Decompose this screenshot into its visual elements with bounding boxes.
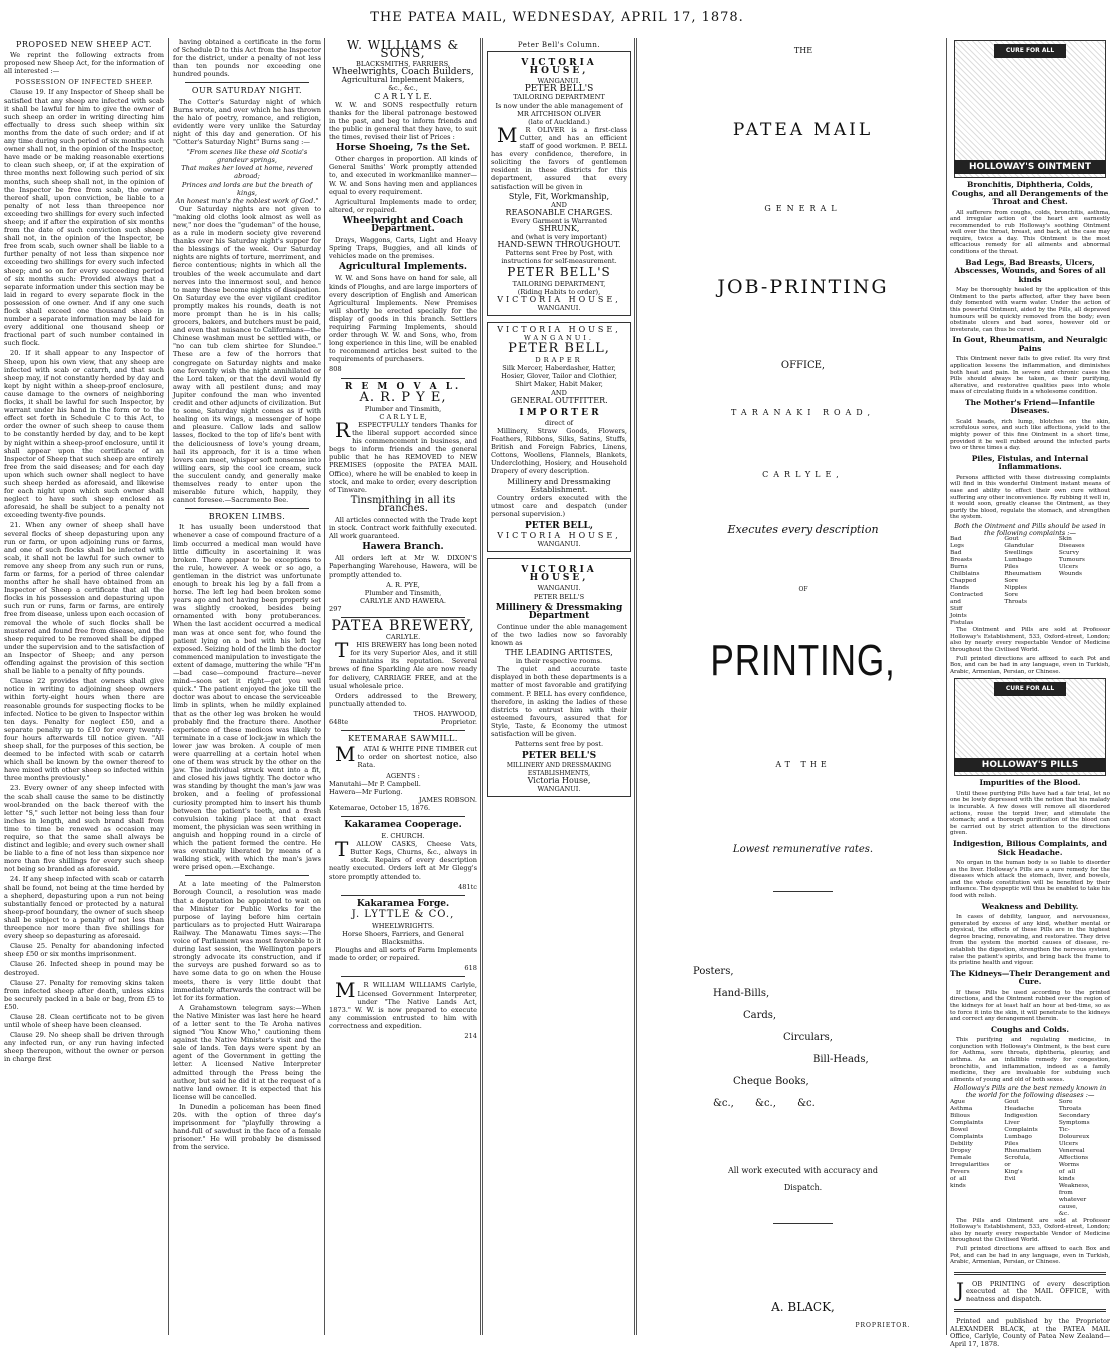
ad-title: A. R. P Y E, [359, 389, 447, 405]
ad-number: 214 [464, 1032, 477, 1041]
ad-heading: Wheelwright and Coach Department. [342, 215, 464, 234]
ad-number: 808 [329, 365, 342, 374]
ad-line: Patterns sent Free by Post, with instructions for self-measurement. [501, 249, 617, 266]
poem-line: An honest man's the noblest work of God." [175, 196, 319, 205]
list-item: Ague [950, 1098, 966, 1105]
ad-title: PETER BELL'S [507, 265, 611, 280]
ad-heading: PETER BELL'S [521, 751, 597, 762]
article-title: BROKEN LIMBS. [208, 512, 286, 522]
divider [185, 875, 309, 876]
paragraph: Clause 25. Penalty for abandoning infected sheep £50 or six months imprisonment. [4, 942, 164, 959]
paragraph: Scald heads, rich lump, blotches on the skin, scrofulous sores, and such like affections, yield to the mighty power of this fine Ointment in a short time, provided it be well rubbed around the infected parts two or three times a day. [950, 418, 1110, 452]
ad-line: HAND-SEWN THROUGHOUT. [497, 240, 621, 250]
poem-line: Princes and lords are but the breath of kings, [181, 180, 313, 197]
list-column [1004, 536, 1055, 627]
ad-line: Millinery and Dressmaking Establishment. [507, 476, 611, 494]
ad-title: VICTORIA HOUSE, [497, 324, 621, 334]
ad-line: AND [551, 200, 567, 209]
paragraph: The Ointment and Pills are sold at Professor Holloway's Establishment, 533, Oxford-street, London; also by nearly every respectable Vendor of Medicine throughout the Civilised World. [950, 627, 1110, 653]
list-item: Rheumatism [1004, 571, 1042, 578]
ad-heading: Bad Legs, Bad Breasts, Ulcers, Abscesses, Wounds, and Sores of all kinds [954, 257, 1106, 284]
ad-heading: Tinsmithing in all its branches. [350, 494, 456, 514]
ad-line: WHEELWRIGHTS. [371, 921, 435, 930]
list-item: Lumbago [1004, 557, 1032, 564]
section-heading: POSSESSION OF INFECTED SHEEP. [15, 78, 153, 87]
job-printing-ad [663, 38, 943, 1337]
divider [341, 816, 465, 817]
ointment-illustration [954, 40, 1106, 178]
ad-line: PROPRIETOR. [855, 1322, 911, 1329]
list-item: Rheumatism [1004, 1147, 1042, 1154]
list-item: Glandular Swellings [1004, 543, 1034, 557]
list-item: Secondary Symptoms [1058, 1112, 1090, 1126]
list-item: Cheque Books, [733, 1076, 809, 1087]
list-item: Burns [950, 564, 968, 571]
paragraph: Full printed directions are affixed to each Pot and Box, and can be had in any language, even in Turkish, Arabic, Armenian, Persian, or Chinese. [950, 655, 1110, 675]
list-item: Female Irregularities [950, 1154, 990, 1168]
ad-line: THE LEADING ARTISTES, [505, 648, 613, 658]
ad-line: C A R L Y L E, [379, 412, 427, 421]
ad-line: OFFICE, [780, 360, 826, 371]
ad-line: and (what is very important) [511, 233, 607, 242]
ad-number: 618 [464, 964, 477, 973]
ad-line: SHRUNK, [538, 223, 580, 233]
ad-title: Kakaramea Cooperage. [344, 819, 462, 830]
paragraph: Clause 22 provides that owners shall give notice in writing to adjoining sheep owners within forty-eight hours when there are reasonable grounds for suspecting flocks to be infected. Notice to be given to Inspector within ten days. Penalty for neglect £50, and a separate penalty up to £10 for every twenty-four hours afterwards till notice given. "All sheep shall, for the purposes of this section, be deemed to be infected with scab or catarrh which shall be known by the owner thereof to have mixed with other sheep so infected within three months previously." [4, 677, 164, 783]
masthead: THE PATEA MAIL, WEDNESDAY, APRIL 17, 1878. [370, 10, 744, 25]
paragraph: MATAI & WHITE PINE TIMBER cut to order on shortest notice, also Rata. [335, 742, 477, 770]
list-item: Contracted and Stiff Joints [950, 592, 983, 620]
paragraph: In cases of debility, languor, and nervousness, generated by excess of any kind, whether mental or physical, the effects of these Pills are in the highest degree bracing, renovating, and restorative. They drive from the system the morbid causes of disease, re-establish the digestion, strengthen the nervous system, raise the patient's spirits, and bring back the frame to its pristine health and vigour. [950, 914, 1110, 967]
ad-heading: Indigestion, Bilious Complaints, and Sick Headache. [952, 839, 1108, 857]
ad-number: 648te [329, 718, 349, 727]
list-item: Fevers of all kinds [950, 1168, 970, 1189]
paragraph: May be thoroughly healed by the application of this Ointment to the parts affected, after they have been duly fomented with warm water. Under the action of this powerful Ointment, aided by the Pills, all depraved humours will be quickly removed from the body; even obstinate ulcers and bad sores, however old or inveterate, can thus be cured. [950, 287, 1110, 333]
ad-heading: Impurities of the Blood. [979, 778, 1081, 788]
ad-heading: Weakness and Debility. [981, 901, 1079, 911]
ad-title: PRINTING, [710, 636, 896, 685]
ad-line: TAILORING DEPARTMENT, [512, 279, 606, 288]
list-item: Piles [1004, 564, 1019, 571]
list-item: Tumours [1058, 557, 1085, 564]
ad-line: AT THE [775, 760, 831, 769]
list-item: Debility [950, 1140, 973, 1147]
ad-heading: Agricultural Implements. [338, 262, 468, 273]
paragraph: Continue under the able management of the two ladies now so favorably known as [491, 622, 627, 647]
paragraph: Other charges in proportion. All kinds of General Smiths' Work promptly attended to, and executed in workmanlike manner—W. W. and Sons having men and appliances equal to every requirement. [329, 155, 477, 196]
ad-line: JAMES ROBSON. [418, 795, 477, 804]
list-item: Scrofula, or King's Evil [1004, 1154, 1031, 1182]
paragraph: Ploughs and all sorts of Farm Implements made to order, or repaired. [329, 946, 477, 963]
divider [954, 1309, 1106, 1312]
ad-line: WANGANUI. [537, 785, 581, 794]
ad-line: WANGANUI. [537, 77, 581, 86]
ad-heading: Bronchitis, Diphtheria, Colds, Coughs, and all Derangements of the Throat and Chest. [951, 180, 1109, 206]
list-item: Headache [1004, 1105, 1034, 1112]
paragraph: TALLOW CASKS, Cheese Vats, Butter Kegs, Churns, &c., always in stock. Repairs of every description neatly executed. Orders left at Mr Glegg's store promptly attended to. [329, 837, 477, 881]
ad-heading: Horse Shoeing, 7s the Set. [335, 143, 470, 154]
poem-line: "From scenes like these old Scotia's grandeur springs, [186, 148, 308, 165]
ad-title: JOB-PRINTING [717, 276, 889, 298]
ad-line: VICTORIA HOUSE, [497, 531, 621, 541]
ad-title: W. WILLIAMS & SONS, [346, 38, 460, 61]
column-header: Peter Bell's Column. [517, 41, 601, 49]
paragraph: Persons afflicted with these distressing complaints will find in this wonderful Ointment instant means of ease and ability to effect their own cure without suffering any other inconvenience. By rubbing it well in, it would soon, greatly cleanse the Ointment, as they purify the blood, regulate the stomach, and strengthen the system. [950, 474, 1110, 521]
paragraph: Until these purifying Pills have had a fair trial, let no one be lowly depressed with the notion that his malady is incurable. A few doses will remove all disordered actions, rouse the torpid liver, and stimulate the stomach; and a thorough purification of the blood can be carried out by strict attention to the directions given. [950, 790, 1110, 837]
list-item: Skin Diseases [1058, 536, 1085, 550]
cure-banner: CURE FOR ALL [994, 44, 1066, 58]
paragraph: 23. Every owner of any sheep infected with the scab shall cause the same to be distinctly wool-branded on the back thereof with the letter "S," such letter not being less than four inches in length, and such brand shall from time to time be renewed as occasion may require, so that the same shall always be distinct and legible; and every such owner shall be liable to a fine of not less than sixpence nor more than five shillings for every such sheep not being so branded as aforesaid. [4, 784, 164, 874]
list-column [950, 536, 1001, 627]
article-title: OUR SATURDAY NIGHT. [191, 86, 303, 96]
paragraph: Agricultural Implements made to order, altered, or repaired. [329, 197, 477, 214]
ad-line: OF [798, 586, 808, 593]
complaint-list [950, 536, 1110, 627]
list-item: Dropsy [950, 1147, 971, 1154]
ad-line: (Riding Habits to order), [517, 287, 601, 296]
paragraph: MR OLIVER is a first-class Cutter, and has an efficient staff of good workmen. P. BELL has every confidence, therefore, in soliciting the favors of gentlemen resident in these districts for this department, assured that every satisfaction will be given in [491, 122, 627, 191]
ad-line: Agricultural Implement Makers, [341, 75, 465, 85]
ad-line: Both the Ointment and Pills should be used in the following complaints :— [954, 522, 1106, 537]
paragraph: having obtained a certificate in the form of Schedule D to this Act from the Inspector for the district, under a penalty of not less than ten pounds nor exceeding one hundred pounds. [173, 38, 321, 79]
ad-heading: Coughs and Colds. [990, 1024, 1070, 1034]
list-item: Gout [1004, 1098, 1019, 1105]
paragraph: RESPECTFULLY tenders Thanks for the liberal support accorded since his commencement in business, and begs to inform friends and the general public that he has REMOVED to NEW PREMISES (opposite the PATEA MAIL Office), where he will be enabled to keep in stock, and make to order, every description of Tinware. [329, 417, 477, 494]
divider [185, 82, 309, 83]
list-item: Bad Legs [950, 536, 964, 550]
ad-box [487, 558, 631, 797]
divider [773, 1223, 833, 1224]
ad-line: Holloway's Pills are the best remedy known in the world for the following diseases :— [953, 1084, 1107, 1100]
ad-line: GENERAL OUTFITTER. [510, 395, 608, 405]
ad-line: Is now under the able management of [495, 101, 623, 110]
paragraph: No organ in the human body is so liable to disorder as the liver. Holloway's Pills are a sure remedy for the diseases which attack the stomach, liver, and bowels, and the whole constitution will be benefited by their influence. The dyspeptic will thus be enabled to take his food with relish. [950, 860, 1110, 899]
paragraph: Country orders executed with the utmost care and despatch (under personal supervision.) [491, 493, 627, 518]
ad-heading: Millinery & Dressmaking Department [495, 602, 623, 621]
ad-line: GENERAL [764, 204, 842, 213]
ad-line: Patterns sent free by post. [514, 740, 604, 749]
list-item: Tic-Doloureux [1058, 1126, 1090, 1140]
list-item: Bilious Complaints [950, 1112, 984, 1126]
divider [341, 378, 465, 379]
list-item: Liver Complaints [1004, 1119, 1038, 1133]
paragraph: At a late meeting of the Palmerston Borough Council, a resolution was made that a deputation be appointed to wait on the Minister for Public Works for the purpose of laying before him certain particulars as to projected Hutt Wairarapa Railway. The Manawatu Times says:—The voice of Parliament was most favorable to it during last session, the Wellington papers strongly advocate its construction, and if the surveys are pushed forward so as to have some data to go on when the House meets, there is very little doubt that immediately afterwards the contract will be let for its formation. [173, 880, 321, 1002]
paragraph: All sufferers from coughs, colds, bronchitis, asthma, and irregular action of the heart are earnestly recommended to rub Holloway's soothing Ointment well over the throat, breast, and back, at the case may require, twice a day. This Ointment is the most efficacious remedy for all ailments and abnormal conditions of the throat. [950, 209, 1110, 256]
ad-heading: The Mother's Friend—Infantile Diseases. [965, 397, 1095, 416]
paragraph: Clause 29. No sheep shall be driven through any infected run, or any run having infected sheep thereupon, without the owner or person in charge first [4, 1031, 164, 1064]
paragraph: It has usually been understood that whenever a case of compound fracture of a limb occurred a medical man would have little difficulty in ascertaining it was broken. There appear to be exceptions to the rule, however. A week or so ago, a gentleman in the district was unfortunate enough to break his leg by a fall from a horse. The left leg had been broken some years ago and not having been properly set was slightly crooked, besides being ornamented with bony protuberances. When the last accident occurred a medical man was at once sent for, who found the patient lying on a bed with his left leg exposed. Seizing hold of the limb the doctor commenced manipulation to investigate the extent of damage, muttering the while "H'm—bad case—compound fracture—never mind—soon set it right—get you well quick." The patient enjoyed the joke till the doctor was about to encase the serviceable limb in splints, when he mildly explained that as the other leg was broken he would probably find the fracture there. Another experience of these medicos was likely to terminate in a case of lock-jaw in which the lower jaw was broken. A couple of men were quarrelling at a certain hotel when one of them was struck by the other on the jaw. The individual struck went into a fit, and closed his jaws tightly. The doctor who was standing by thought the man's jaw was broken, and a feeling of professional curiosity prompted him to insert his thumb between the patient's teeth, and a fresh convulsion taking place at that exact moment, the physician was seen writhing in anguish and hopping round in a circle of which the patient formed the centre. He was eventually liberated by means of a walking stick, with which the man's jaws were prised open.—Exchange. [173, 523, 321, 872]
ad-heading: Piles, Fistulas, and Internal Inflammations. [971, 453, 1089, 472]
list-item: Asthma [950, 1105, 973, 1112]
ad-line: MILLINERY AND DRESSMAKING ESTABLISHMENTS, [506, 762, 612, 777]
paragraph: In Dunedin a policeman has been fined 20s. with the option of three day's imprisonment for "playfully throwing a hand-full of sawdust in the face of a female prisoner." He will probably be dismissed from the service. [173, 1102, 321, 1152]
ad-line: WANGANUI. [537, 303, 581, 312]
pills-illustration [954, 678, 1106, 776]
engraving-image [954, 40, 1106, 178]
ad-line: A. R. PYE, [386, 580, 420, 589]
ad-line: AND [551, 388, 567, 397]
ad-line: in their respective rooms. [515, 657, 603, 666]
list-item: Sore Nipples [1004, 578, 1028, 592]
paragraph: We reprint the following extracts from proposed new Sheep Act, for the information of all interested :— [4, 51, 164, 76]
paragraph: 20. If it shall appear to any Inspector of Sheep, upon his own view, that any sheep are infected with scab or catarrh, and that such sheep may, if not constantly herded by day and kept by night within a sheep-proof enclosure, cause damage to the owners of neighboring flocks, it shall be lawful for such Inspector, by warrant under his hand in the form or to the effect set forth in Schedule C to this Act, to order the owner of such sheep to cause them to be constantly herded by day, and to be kept by night within a sheep-proof enclosure, until it shall appear upon the certificate of an Inspector of Sheep that such sheep are entirely free from the said diseases; and for each day upon which such owner shall neglect to have such sheep herded as aforesaid, and likewise for each night upon which such owner shall neglect to have such sheep enclosed as aforesaid, he shall be subject to a penalty not exceeding twenty-five pounds. [4, 349, 164, 520]
ad-line: WANGANUI. [523, 334, 595, 342]
column-rule [946, 38, 947, 1335]
paragraph: If these Pills be used according to the printed directions, and the Ointment rubbed over the region of the kidneys for at least half an hour at bed-time, so as to force it into the skin, it will penetrate to the kidneys and correct any derangement therein. [950, 989, 1110, 1023]
list-item: Scurvy [1058, 550, 1080, 557]
ad-line: CARLYLE AND HAWERA. [360, 596, 446, 605]
paragraph: Orders addressed to the Brewery, punctually attended to. [329, 691, 477, 708]
column-rule [480, 38, 481, 1335]
ad-line: Executes every description [727, 523, 879, 536]
imprint: Printed and published by the Proprietor ALEXANDER BLACK, at the PATEA MAIL Office, Carlyle, County of Patea New Zealand—April 17, 1878. [950, 1317, 1110, 1348]
paragraph: Millinery, Straw Goods, Flowers, Feathers, Ribbons, Silks, Satins, Stuffs, British and Foreign Fabrics, Linens, Cottons, Woollens, Flannels, Blankets, Underclothing, Hosiery, and Household Drapery of every description. [491, 426, 627, 476]
list-column [950, 1099, 1001, 1218]
ad-line: BLACKSMITHS, FARRIERS, [356, 60, 450, 69]
column-rule [636, 38, 637, 1335]
list-column [1059, 536, 1110, 627]
list-item: Bill-Heads, [813, 1054, 869, 1065]
ad-line: Plumber and Tinsmith, [364, 404, 442, 413]
paragraph: THIS BREWERY has long been noted for its very Superior Ales, and it still maintains its reputation. Several brews of fine Sparkling Ale are now ready for delivery, CARRIAGE FREE, and at the usual wholesale price. [329, 638, 477, 690]
ad-heading: I M P O R T E R [519, 407, 599, 418]
cure-banner: CURE FOR ALL [994, 682, 1066, 696]
paragraph: The Pills and Ointment are sold at Professor Holloway's Establishment, 533, Oxford-street, London; also by nearly every respectable Vendor of Medicine throughout the Civilised World. [950, 1217, 1110, 1244]
list-item: Chilblains [950, 571, 980, 578]
ad-line: Shirt Maker, Habit Maker, [515, 380, 603, 389]
ad-line: Silk Mercer, Haberdasher, Hatter, Hosier, Glover, Tailor and Clothier, [501, 364, 617, 381]
poem-line: That makes her loved at home, revered abroad; [181, 164, 313, 181]
article-title: PROPOSED NEW SHEEP ACT. [16, 40, 152, 49]
ad-line: C A R L Y L E. [374, 91, 432, 101]
paragraph: W. W. and SONS respectfully return thanks for the liberal patronage bestowed in the past, and beg to inform friends and the public in general that they have, to suit the times, revised their list of Prices : [329, 100, 477, 142]
ad-title: KETEMARAE SAWMILL. [348, 734, 458, 744]
paragraph: MR WILLIAM WILLIAMS Carlyle, Licensed Government Interpreter, under "The Native Lands Act, 1873." W. W. is now prepared to execute any commission entrusted to him with correctness and expedition. [329, 978, 477, 1030]
list-item: Chapped Hands [950, 578, 977, 592]
ad-box [487, 51, 631, 316]
ad-title: PATEA MAIL [732, 120, 874, 140]
ad-line: WANGANUI. [537, 584, 581, 593]
list-item: Fistulas [950, 620, 974, 627]
ad-line: TARANAKI ROAD, [731, 408, 875, 417]
list-item: Gout [1004, 536, 1019, 543]
ad-line: MR AITCHISON OLIVER [517, 109, 601, 118]
paragraph: JOB PRINTING of every description executed at the MAIL OFFICE, with neatness and dispatch. [956, 1277, 1110, 1303]
ad-line: DRAPER [535, 356, 583, 365]
list-item: Weakness, from whatever cause, &c. [1058, 1182, 1090, 1217]
paragraph: Clause 19. If any Inspector of Sheep shall be satisfied that any sheep are infected with scab it shall be lawful for him to give the owner of such sheep an order in writing directing him effectually to dress such sheep within six months from the date of such order; and if at any time during such period of six months such owner shall not, in the opinion of the Inspector, have made or be making reasonable exertions to clean such sheep, or, if at the expiration of three months next following such period of six months, such sheep shall not, in the opinion of the Inspector be free from scab, the owner thereof shall, upon conviction, be liable to a penalty of not less than threepence nor exceeding two shillings for every such infected sheep; and if after the expiration of six months from the date of such conviction such sheep shall not, in the opinion of the Inspector, be free from scab, such owner shall be liable to a further penalty of not less than sixpence nor exceeding two shillings for every such infected sheep; and so on for every succeeding period of six months such: Provided always that a separate information under this section may be laid in regard to every separate flock in the possession of one owner. And if any one such flock shall exceed one thousand sheep in number a separate information may be laid for every additional one thousand sheep or fractional part of such number contained in such flock. [4, 88, 164, 348]
paragraph: The quiet and accurate taste displayed in both these departments is a matter of most favorable and gratifying comment. P. BELL has every confidence, therefore, in asking the ladies of these districts to entrust him with their esteemed favours, assured that for Style, Taste, & Economy the utmost satisfaction will be given. [491, 665, 627, 739]
ad-line: direct of [544, 418, 574, 427]
ad-title: VICTORIA HOUSE, [521, 565, 597, 584]
column-peter-bell [487, 38, 631, 1337]
disease-list [950, 1099, 1110, 1218]
list-item: Hand-Bills, [713, 988, 770, 999]
paragraph: All articles connected with the Trade kept in stock. Contract work faithfully executed. All work guaranteed. [329, 515, 477, 541]
divider [185, 508, 309, 509]
list-column [1059, 1099, 1110, 1218]
list-item: Lumbago [1004, 1133, 1032, 1140]
ad-heading: R E M O V A L. [344, 381, 462, 392]
ad-line: All work executed with accuracy and [728, 1166, 878, 1175]
ad-line: Dispatch. [783, 1183, 823, 1192]
ad-line: Ketemarae, October 15, 1876. [329, 803, 431, 812]
ad-line: TAILORING DEPARTMENT [513, 93, 605, 102]
ad-heading: The Kidneys—Their Derangement and Cure. [950, 968, 1110, 987]
divider [773, 891, 833, 892]
list-item: Bad Breasts [950, 550, 973, 564]
ad-line: Hawera—Mr Furlong. [329, 787, 403, 796]
ad-heading: In Gout, Rheumatism, and Neuralgic Pains [952, 335, 1108, 353]
ad-line: PETER BELL'S [524, 84, 594, 95]
column-rule [168, 38, 169, 1335]
ad-line: REASONABLE CHARGES. [505, 207, 613, 217]
divider [341, 976, 465, 977]
ad-line: Horse Shoers, Farriers, and General Blacksmiths. [342, 930, 464, 947]
ad-line: THE [793, 46, 813, 55]
paragraph: Our Saturday nights are not given to "making old cloths look almost as well as new," nor does the "gudeman" of the house, as a rule in modern society give reverend thanks over his Saturday night's supper for the blessings of the week. Our Saturday nights are nights of torture, merriment, and fierce contentious; nights in which all the troubles of the week accumulate and dart nerves into the innermost soul, and hence to many these become nights of dissipation. On Saturday eve the ever vigilant creditor promptly makes his rounds, death is not more prompt than he is in his calls; grocers, bakers, and butchers must be paid, and even that nuisance to Californians—the Chinese washman must be settled with, or "no can tub clem shirtee for Slundee." These are a few of the horrors that congregate on Saturday nights and make one fervently wish the night annihilated or the Lord taken, or that the devil would fly away with all pestilent duns; and may Jupiter confound the man who invented credit and other adjuncts of civilization. But to some, Saturday night comes as if with healing on its wings, a messenger of hope and pleasure. Callow lads and sallow lasses, flocked to the top of life's bent with the deliciousness of love's young dream, hail its approach, for it is a time when lovers can meet, whisper soft nonsense into willing ears, sip the cool ice cream, suck the succulent candy, and generally make themselves ready to enter upon the miserable future which, happily, they cannot foresee.—Sacramento Bee. [173, 204, 321, 505]
list-item: Sore Throats [1058, 1098, 1082, 1112]
paragraph: All orders left at Mr W. DIXON'S Paperhanging Warehouse, Hawera, will be promptly attended to. [329, 554, 477, 579]
list-item: &c., &c., &c. [713, 1098, 815, 1109]
ad-line: Plumber and Tinsmith, [364, 588, 442, 597]
ad-line: Victoria House, [527, 776, 591, 786]
list-item: Worms of all kinds [1058, 1161, 1080, 1182]
ad-box [487, 322, 631, 552]
divider [954, 1272, 1106, 1275]
list-item: Ulcers [1058, 1140, 1078, 1147]
paragraph: Drays, Waggons, Carts, Light and Heavy Spring Traps, Buggies, and all kinds of vehicles made on the premises. [329, 236, 477, 261]
ad-line: &c., &c., [388, 84, 418, 93]
ad-line: CARLYLE. [385, 633, 421, 642]
paragraph: 21. When any owner of sheep shall have several flocks of sheep depasturing upon any run or farm, or upon adjoining runs or farms, and one of such flocks shall be infected with scab, it shall not be lawful for such owner to remove any sheep from any such run or runs, farm or farms, for a period of three calendar months after he shall have obtained from an Inspector of Sheep a certificate that all the flocks in his possession and depasturing upon such run or runs, farm or farms, are entirely free from disease, unless upon each occasion of removal the whole of such flocks shall be mustered and found free from disease, and the sheep required to be removed shall be dipped under the supervision and to the satisfaction of an Inspector of Sheep; and any person offending against the provision of this section shall be liable to a penalty of fifty pounds. [4, 521, 164, 676]
ad-title: PETER BELL, [508, 341, 610, 357]
ad-heading: PETER BELL, [524, 520, 594, 531]
list-item: Piles [1004, 1140, 1019, 1147]
ad-line: E. CHURCH. [381, 832, 425, 841]
ad-line: CARLYLE, [762, 470, 844, 479]
column-advertisements [329, 38, 477, 1337]
ad-line: WANGANUI. [537, 540, 581, 549]
list-item: Indigestion [1004, 1112, 1038, 1119]
paragraph: A Grahamstown telegram says:—When the Native Minister was last here he heard of a letter sent to the Te Aroha natives signed "You Know Who," cautioning them against the Native Minister's visit and the sale of lands. Ten days were spent by an agent of the Government in getting the letter. A licensed Native Interpreter admitted through the Press being the author, but said he did it at the request of a native land owner. It is expected that his license will be cancelled. [173, 1003, 321, 1101]
ad-line: THOS. HAYWOOD, [413, 709, 477, 718]
ad-line: Wheelwrights, Coach Builders, [332, 67, 474, 78]
list-item: Venereal Affections [1058, 1147, 1089, 1161]
pills-banner: HOLLOWAY'S PILLS [954, 758, 1106, 772]
paragraph: Clause 26. Infected sheep in pound may be destroyed. [4, 960, 164, 977]
column-rule [634, 38, 635, 1335]
column-holloway [950, 38, 1110, 1348]
divider [341, 730, 465, 731]
ad-title: Kakaramea Forge. [356, 898, 450, 909]
paragraph: This Ointment never fails to give relief. Its very first application lessens the inflammation, and diminishes both heat and pain. In severe and chronic cases the Pills should always be taken, as their purifying, alterative, and restorative qualities pass into whole mass of circulating fluids in a wholesome condition. [950, 356, 1110, 396]
list-item: Cards, [743, 1010, 777, 1021]
list-item: Ulcers [1058, 564, 1078, 571]
ad-title: VICTORIA HOUSE, [521, 58, 597, 77]
list-item: Sore Throats [1004, 592, 1028, 606]
ad-line: Lowest remunerative rates. [732, 844, 874, 855]
list-item: Circulars, [783, 1032, 833, 1043]
list-item: Posters, [693, 966, 734, 977]
paragraph: W. W. and Sons have on hand for sale, all kinds of Ploughs, and are large importers of every description of English and American Agricultural Implements. New Premises will shortly be erected specially for the display of goods in this branch. Settlers requiring Farming Implements, should order through W. W. and Sons, who, from long experience in this line, will be enabled to recommend articles best suited to the requirements of purchasers. [329, 274, 477, 364]
ad-line: PETER BELL'S [533, 592, 585, 601]
paragraph: Clause 27. Penalty for removing skins taken from infected sheep after death, unless skins be securely packed in a bale or bag, from £5 to £50. [4, 978, 164, 1011]
paragraph: Full printed directions are affixed to each Box and Pot, and can be had in any language, even in Turkish, Arabic, Armenian, Persian, or Chinese. [950, 1246, 1110, 1266]
ad-title: J. LYTTLE & CO., [351, 908, 455, 920]
paragraph: The Cotter's Saturday night of which Burns wrote, and over which he has thrown the halo of poetry, romance, and religion, evidently were very unlike the Saturday night of this day and generation. Of his "Cotter's Saturday Night" Burns sang :— [173, 97, 321, 147]
ad-line: Manutahi—Mr P. Campbell. [329, 779, 421, 788]
ad-heading: Hawera Branch. [362, 542, 444, 553]
paragraph: Clause 28. Clean certificate not to be given until whole of sheep have been cleansed. [4, 1012, 164, 1030]
column-sheep-act [4, 38, 164, 1337]
ad-line: AGENTS : [386, 771, 420, 780]
ad-title: A. BLACK, [771, 1300, 835, 1314]
ad-line: Every Garment is Warranted [511, 216, 607, 225]
ad-line: Proprietor. [440, 718, 477, 727]
ad-number: 481tc [458, 882, 477, 891]
ad-number: 297 [329, 604, 342, 613]
ad-line: VICTORIA HOUSE, [497, 294, 621, 304]
ointment-banner: HOLLOWAY'S OINTMENT [954, 160, 1106, 174]
list-column [1004, 1099, 1055, 1218]
paragraph: This purifying and regulating medicine, in conjunction with Holloway's Ointment, is the best cure for Asthma, sore throats, diphtheria, pleurisy, and asthma. As an infallible remedy for congestion, bronchitis, and inflammation, indeed as a family medicine, they are invaluable for subduing such ailments of young and old of both sexes. [950, 1037, 1110, 1083]
column-rule [482, 38, 483, 1335]
list-item: Bowel Complaints [950, 1126, 984, 1140]
ad-line: Style, Fit, Workmanship, [508, 191, 610, 201]
column-rule [324, 38, 325, 1335]
ad-line: (late of Auckland.) [528, 117, 590, 126]
list-item: Wounds [1058, 571, 1083, 578]
divider [341, 895, 465, 896]
paragraph: 24. If any sheep infected with scab or catarrh shall be found, not being at the time herded by a shepherd, depasturing upon a run not being substantially fenced or protected by a natural sheep-proof boundary, the owner of such sheep shall be subject to a penalty of not less than threepence nor more than five shillings for every sheep so depasturing as aforesaid. [4, 875, 164, 941]
ad-title: PATEA BREWERY, [331, 618, 475, 634]
column-articles [173, 38, 321, 1337]
